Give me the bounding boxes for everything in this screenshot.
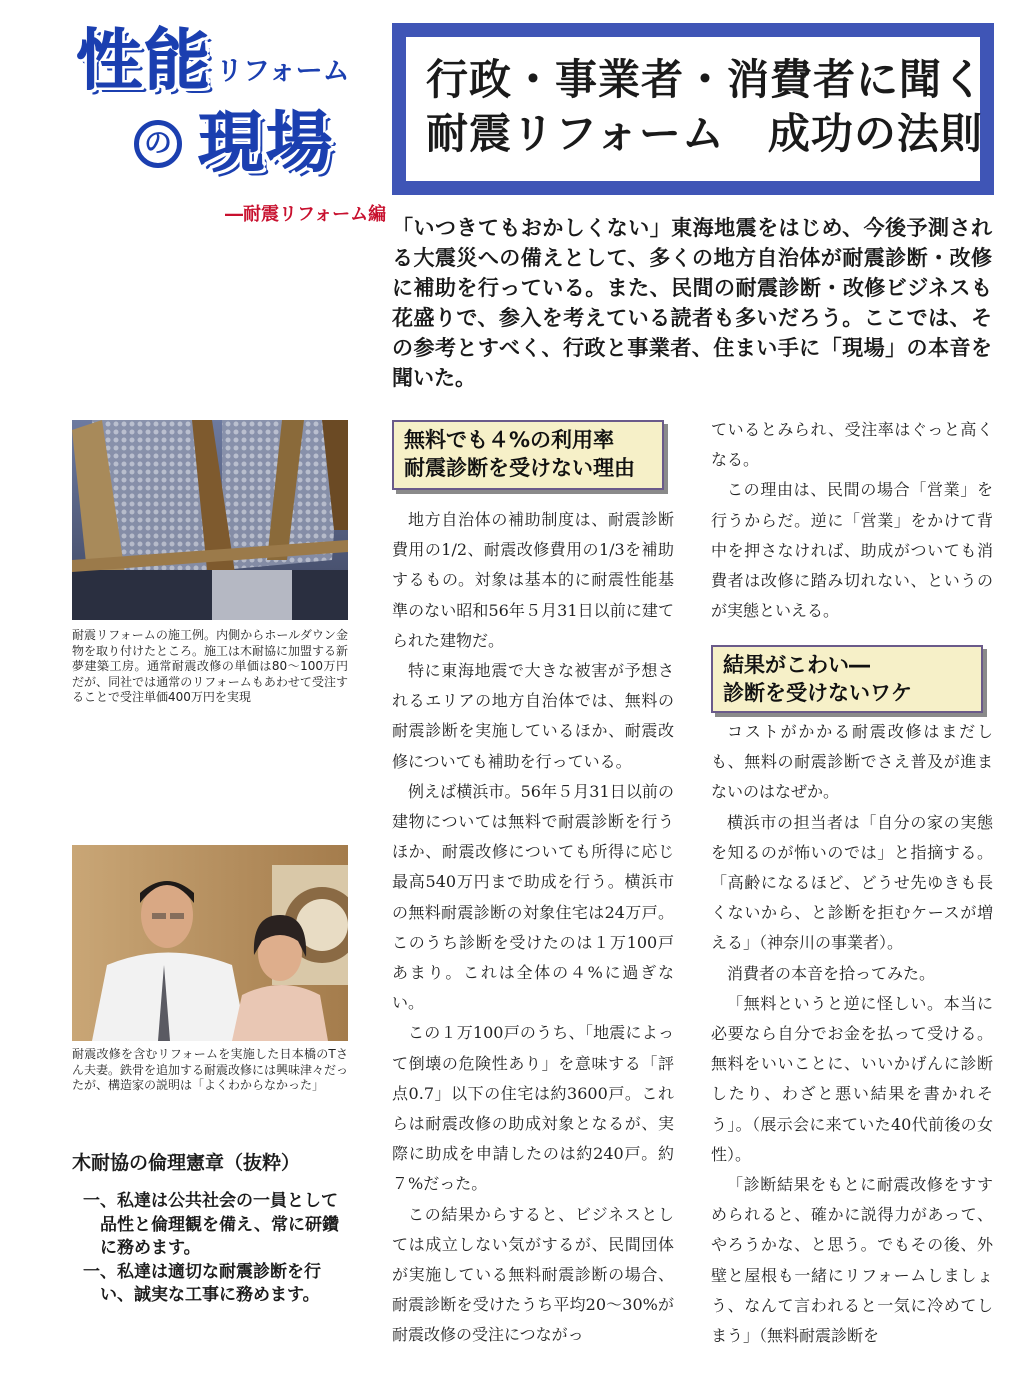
body-column-2-top [711,415,993,626]
masthead-word-genba: 現場 [198,104,334,181]
article-title-inner [406,37,986,181]
construction-photo-caption: 耐震リフォームの施工例。内側からホールダウン金物を取り付けたところ。施工は木耐協に加盟する新夢建築工房。通常耐震改修の単価は80～100万円だが、同社では通常のリフォームもあわせて受注することで受注単価400万円を実現 [72,628,349,704]
couple-photo-caption: 耐震改修を含むリフォームを実施した日本橋のTさん夫妻。鉄骨を追加する耐震改修には興味津々だったが、構造家の説明は「よくわからなかった」 [72,1047,349,1092]
section-heading-line: 診断を受けないワケ [723,681,912,705]
ethics-item: 一、私達は公共社会の一員として品性と倫理観を備え、常に研鑽に務めます。 [83,1191,340,1258]
couple-photo-image [72,845,348,1041]
body-paragraph-continued: ているとみられ、受注率はぐっと高くなる。 [711,420,993,470]
body-paragraph: この結果からすると、ビジネスとしては成立しない気がするが、民間団体が実施している無料耐震診断の場合、耐震診断を受けたうち平均20～30%が耐震改修の受注につながっ [392,1204,674,1345]
section-heading-line: 無料でも４%の利用率 [404,428,615,452]
masthead-word-seino: 性能 [76,22,212,99]
body-paragraph: 横浜市の担当者は「自分の家の実態を知るのが怖いのでは」と指摘する。「高齢になるほど、どうせ先ゆきも長くないから、と診断を拒むケースが増える」（神奈川の事業者）。 [711,812,993,953]
series-subtitle: ―耐震リフォーム編 [225,204,387,225]
couple-photo [72,845,348,1041]
body-paragraph: コストがかかる耐震改修はまだしも、無料の耐震診断でさえ普及が進まないのはなぜか。 [711,722,993,802]
article-title-box [392,23,994,195]
body-column-2-bottom [711,717,993,1351]
body-paragraph: 例えば横浜市。56年５月31日以前の建物については無料で耐震診断を行うほか、耐震改修についても所得に応じ最高540万円まで助成を行う。横浜市の無料耐震診断の対象住宅は24万戸。このうち診断を受けたのは１万100戸あまり。これは全体の４%に過ぎない。 [392,781,674,1013]
body-column-1 [392,505,674,1351]
ethics-charter-body [83,1190,340,1308]
ethics-item: 一、私達は適切な耐震診断を行い、誠実な工事に務めます。 [83,1261,321,1305]
construction-photo-image [72,420,348,620]
series-masthead [70,22,370,202]
section-heading-fear-of-results [711,645,983,713]
masthead-no-circle: の [134,120,182,168]
section-heading-free-diagnosis [392,420,664,490]
body-paragraph: 特に東海地震で大きな被害が予想されるエリアの地方自治体では、無料の耐震診断を実施しているほか、耐震改修についても補助を行っている。 [392,661,674,771]
lead-paragraph: 「いつきてもおかしくない」東海地震をはじめ、今後予測される大震災への備えとして、多くの地方自治体が耐震診断・改修に補助を行っている。また、民間の耐震診断・改修ビジネスも花盛りで、参入を考えている読者も多いだろう。ここでは、その参考とすべく、行政と事業者、住まい手に「現場」の本音を聞いた。 [392,216,992,390]
section-heading-line: 耐震診断を受けない理由 [404,456,635,480]
body-paragraph: 消費者の本音を拾ってみた。 [727,963,936,983]
construction-photo [72,420,348,620]
article-title-line-1: 行政・事業者・消費者に聞く [426,55,986,104]
section-heading-line: 結果がこわい― [723,653,870,677]
body-paragraph: 地方自治体の補助制度は、耐震診断費用の1/2、耐震改修費用の1/3を補助するもの。対象は基本的に耐震性能基準のない昭和56年５月31日以前に建てられた建物だ。 [392,510,674,650]
body-paragraph: この１万100戸のうち、「地震によって倒壊の危険性あり」を意味する「評点0.7」以下の住宅は約3600戸。これらは耐震改修の助成対象となるが、実際に助成を申請したのは約240戸。約７%だった。 [392,1023,674,1194]
article-title-line-2: 耐震リフォーム 成功の法則 [426,109,983,158]
body-paragraph: 「診断結果をもとに耐震改修をすすめられると、確かに説得力があって、やろうかな、と思う。でもその後、外壁と屋根も一緒にリフォームしましょう、なんて言われると一気に冷めてしまう」（無料耐震診断を [711,1175,993,1346]
masthead-word-reform: リフォーム [216,56,350,87]
body-paragraph: 「無料というと逆に怪しい。本当に必要なら自分でお金を払って受ける。無料をいいことに、いいかげんに診断したり、わざと悪い結果を書かれそう」。（展示会に来ていた40代前後の女性）。 [711,993,993,1164]
body-paragraph: この理由は、民間の場合「営業」を行うからだ。逆に「営業」をかけて背中を押さなければ、助成がついても消費者は改修に踏み切れない、というのが実態といえる。 [711,480,993,621]
ethics-charter-title: 木耐協の倫理憲章（抜粋） [72,1152,301,1174]
